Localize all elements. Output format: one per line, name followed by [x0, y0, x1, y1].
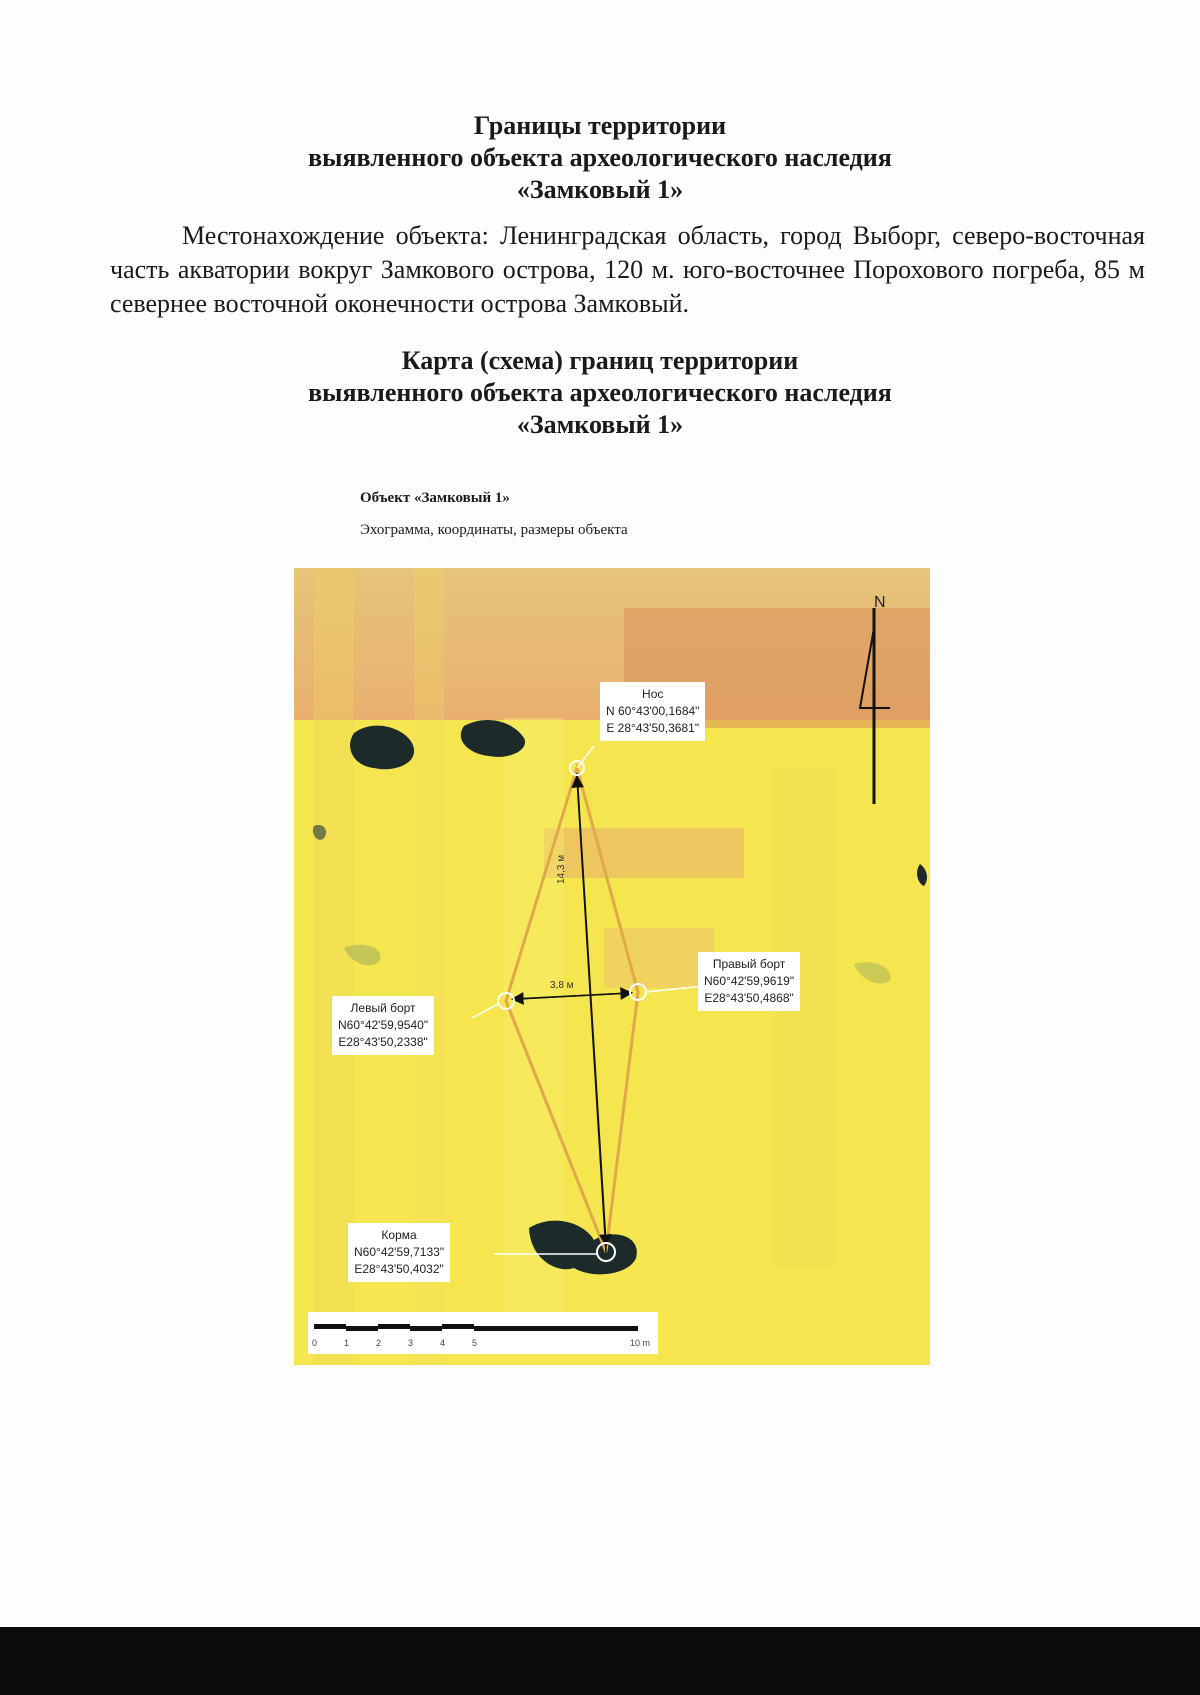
- scale-tick-0: 0: [312, 1338, 318, 1348]
- scale-tick-2: 2: [376, 1338, 382, 1348]
- scale-end-label: 10 m: [630, 1338, 651, 1348]
- right-board-name: Правый борт: [712, 957, 786, 971]
- scale-tick-4: 4: [440, 1338, 446, 1348]
- left-board-label: [332, 996, 434, 1055]
- right-board-lon: E28°43'50,4868": [704, 991, 794, 1005]
- length-label: 14,3 м: [556, 854, 567, 884]
- figure-caption-subtitle: Эхограмма, координаты, размеры объекта: [360, 522, 628, 538]
- north-label: N: [874, 594, 886, 611]
- nose-lon: E 28°43'50,3681": [606, 721, 700, 735]
- right-board-label: [698, 952, 800, 1011]
- document-title: [0, 110, 1200, 206]
- nose-name: Нос: [642, 687, 664, 701]
- scale-tick-1: 1: [344, 1338, 350, 1348]
- sonar-echogram: [294, 568, 930, 1365]
- left-board-name: Левый борт: [350, 1001, 416, 1015]
- scale-tick-5: 5: [472, 1338, 478, 1348]
- map-heading-line-2: выявленного объекта археологического наследия: [308, 378, 892, 407]
- left-board-lat: N60°42'59,9540": [338, 1018, 429, 1032]
- title-line-2: выявленного объекта археологического наследия: [308, 143, 892, 172]
- map-heading-line-1: Карта (схема) границ территории: [401, 346, 799, 375]
- figure-caption-title: Объект «Замковый 1»: [360, 490, 510, 506]
- map-heading-line-3: «Замковый 1»: [516, 410, 684, 439]
- left-board-lon: E28°43'50,2338": [338, 1035, 428, 1049]
- map-heading: [0, 345, 1200, 441]
- nose-label: [600, 682, 705, 741]
- nose-lat: N 60°43'00,1684": [606, 704, 700, 718]
- stern-label: [348, 1223, 450, 1282]
- scan-border: [0, 1627, 1200, 1695]
- title-line-1: Границы территории: [473, 111, 727, 140]
- title-line-3: «Замковый 1»: [516, 175, 684, 204]
- stern-lat: N60°42'59,7133": [354, 1245, 445, 1259]
- width-label: 3,8 м: [550, 980, 574, 991]
- stern-lon: E28°43'50,4032": [354, 1262, 444, 1276]
- location-paragraph: Местонахождение объекта: Ленинградская область, город Выборг, северо-восточная часть акватории вокруг Замкового острова, 120 м. юго-восточнее Порохового погреба, 85 м севернее восточной оконечности острова Замковый.: [110, 221, 1145, 318]
- scale-tick-3: 3: [408, 1338, 414, 1348]
- right-board-lat: N60°42'59,9619": [704, 974, 795, 988]
- stern-name: Корма: [381, 1228, 417, 1242]
- scale-bar: [308, 1312, 658, 1354]
